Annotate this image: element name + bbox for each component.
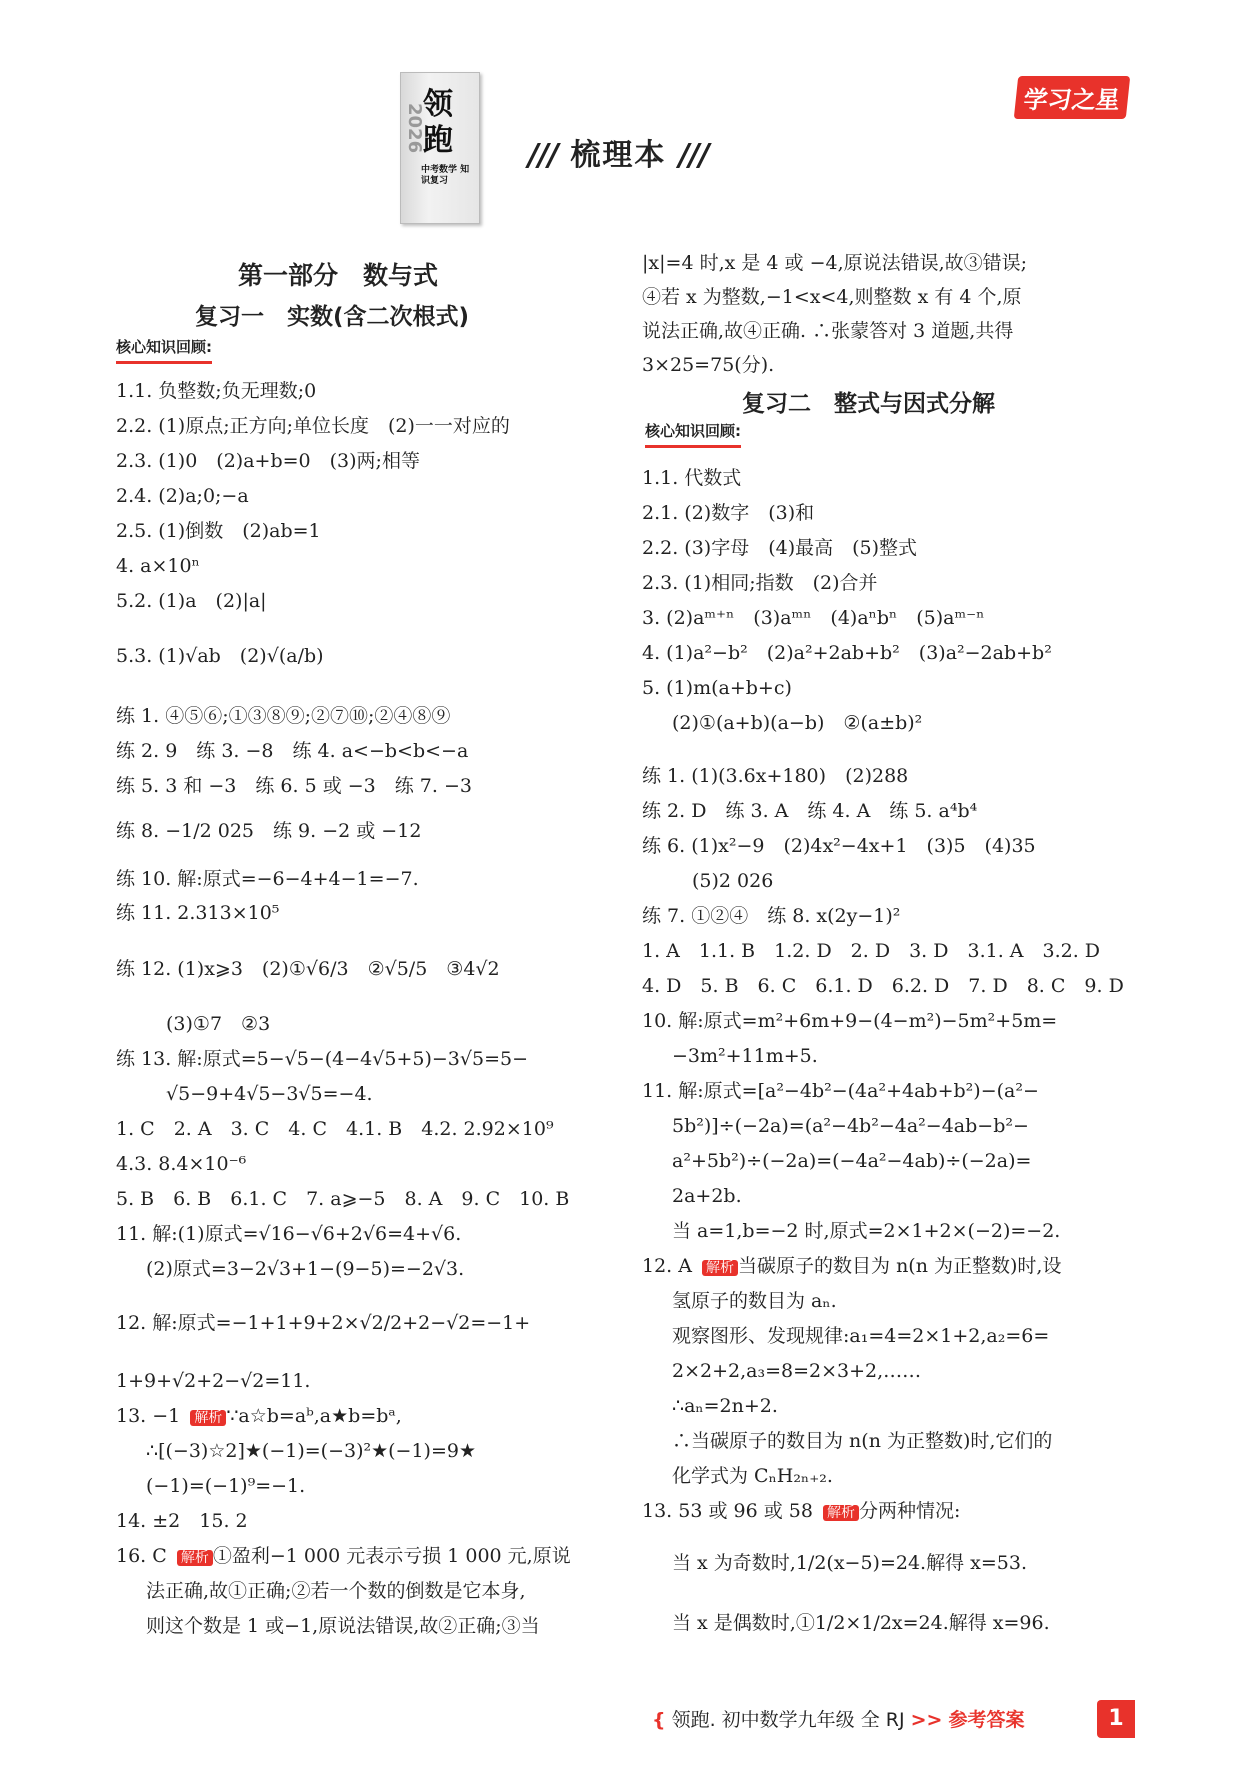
footer-answers-label: 参考答案 — [948, 1709, 1025, 1731]
analysis-badge: 解析 — [190, 1410, 226, 1426]
list-item: √5−9+4√5−3√5=−4. — [166, 1083, 373, 1105]
analysis-badge: 解析 — [177, 1550, 213, 1566]
list-item: 2.4. (2)a;0;−a — [116, 485, 249, 507]
answer-text: ①盈利−1 000 元表示亏损 1 000 元,原说 — [212, 1545, 571, 1567]
knowledge-tag-2: 核心知识回顾: — [645, 420, 741, 448]
list-item — [116, 1403, 402, 1431]
analysis-badge: 解析 — [702, 1260, 738, 1276]
list-item: 练 13. 解:原式=5−√5−(4−4√5+5)−3√5=5− — [116, 1048, 528, 1070]
list-item: ∴当碳原子的数目为 n(n 为正整数)时,它们的 — [672, 1430, 1053, 1452]
footer-bracket-icon: { — [652, 1709, 666, 1731]
list-item: 2×2+2,a₃=8=2×3+2,…… — [672, 1360, 922, 1382]
list-item — [642, 1498, 960, 1526]
list-item: 当 a=1,b=−2 时,原式=2×1+2×(−2)=−2. — [672, 1220, 1061, 1242]
book-title-1: 领 — [423, 87, 453, 122]
answer-text: 13. −1 — [116, 1405, 181, 1427]
list-item: 10. 解:原式=m²+6m+9−(4−m²)−5m²+5m= — [642, 1010, 1058, 1032]
list-item: 3×25=75(分). — [642, 354, 775, 376]
list-item: 练 6. (1)x²−9 (2)4x²−4x+1 (3)5 (4)35 — [642, 835, 1036, 857]
list-item: 氢原子的数目为 aₙ. — [672, 1290, 837, 1312]
review-title-2: 复习二 整式与因式分解 — [742, 391, 995, 417]
list-item: 2.1. (2)数字 (3)和 — [642, 502, 815, 524]
book-title-2: 跑 — [423, 123, 453, 158]
book-cover-image — [400, 72, 480, 224]
page-number: 1 — [1097, 1700, 1135, 1738]
list-item: 2.5. (1)倒数 (2)ab=1 — [116, 520, 321, 542]
list-item: (5)2 026 — [692, 870, 774, 892]
list-item: (2)原式=3−2√3+1−(9−5)=−2√3. — [146, 1258, 465, 1280]
answer-text: 16. C — [116, 1545, 167, 1567]
list-item: ④若 x 为整数,−1<x<4,则整数 x 有 4 个,原 — [642, 286, 1022, 308]
list-item: 5.2. (1)a (2)|a| — [116, 590, 267, 612]
list-item: 1. C 2. A 3. C 4. C 4.1. B 4.2. 2.92×10⁹ — [116, 1118, 554, 1140]
list-item — [642, 1253, 1061, 1281]
list-item: 11. 解:(1)原式=√16−√6+2√6=4+√6. — [116, 1223, 462, 1245]
list-item: 1.1. 代数式 — [642, 467, 742, 489]
list-item: 3. (2)aᵐ⁺ⁿ (3)aᵐⁿ (4)aⁿbⁿ (5)aᵐ⁻ⁿ — [642, 607, 985, 629]
list-item: 练 2. 9 练 3. −8 练 4. a<−b<b<−a — [116, 740, 469, 762]
list-item — [116, 1543, 571, 1571]
list-item: 1. A 1.1. B 1.2. D 2. D 3. D 3.1. A 3.2. D — [642, 940, 1101, 962]
list-item: 练 1. (1)(3.6x+180) (2)288 — [642, 765, 909, 787]
footer-arrows: >> — [910, 1709, 943, 1731]
list-item: ∴aₙ=2n+2. — [672, 1395, 778, 1417]
list-item: 说法正确,故④正确. ∴张蒙答对 3 道题,共得 — [642, 320, 1014, 342]
list-item: 2.3. (1)0 (2)a+b=0 (3)两;相等 — [116, 450, 420, 472]
list-item: 2.2. (1)原点;正方向;单位长度 (2)一一对应的 — [116, 415, 510, 437]
list-item: 11. 解:原式=[a²−4b²−(4a²+4ab+b²)−(a²− — [642, 1080, 1039, 1102]
list-item: 则这个数是 1 或−1,原说法错误,故②正确;③当 — [146, 1615, 540, 1637]
list-item: 化学式为 CₙH₂ₙ₊₂. — [672, 1465, 833, 1487]
list-item: 练 8. −1/2 025 练 9. −2 或 −12 — [116, 820, 422, 842]
footer-bar — [652, 1705, 1025, 1732]
list-item: 4. D 5. B 6. C 6.1. D 6.2. D 7. D 8. C 9. D — [642, 975, 1124, 997]
list-item: 练 11. 2.313×10⁵ — [116, 902, 280, 924]
answer-text: 13. 53 或 96 或 58 — [642, 1500, 813, 1522]
book-year: 2026 — [404, 103, 425, 154]
list-item: 14. ±2 15. 2 — [116, 1510, 248, 1532]
book-subtitle: 中考数学 知识复习 — [421, 165, 470, 186]
answer-text: 12. A — [642, 1255, 692, 1277]
slash-right: /// — [678, 138, 709, 173]
analysis-badge: 解析 — [823, 1505, 859, 1521]
answer-text: ∵a☆b=aᵇ,a★b=bᵃ, — [226, 1405, 402, 1427]
list-item: 4. (1)a²−b² (2)a²+2ab+b² (3)a²−2ab+b² — [642, 642, 1052, 664]
list-item: 练 10. 解:原式=−6−4+4−1=−7. — [116, 868, 419, 890]
list-item: −3m²+11m+5. — [672, 1045, 818, 1067]
list-item: 1.1. 负整数;负无理数;0 — [116, 380, 317, 402]
list-item: 1+9+√2+2−√2=11. — [116, 1370, 311, 1392]
footer-book-name: 领跑. 初中数学九年级 全 RJ — [671, 1709, 905, 1731]
list-item: a²+5b²)÷(−2a)=(−4a²−4ab)÷(−2a)= — [672, 1150, 1032, 1172]
list-item: 练 1. ④⑤⑥;①③⑧⑨;②⑦⑩;②④⑧⑨ — [116, 705, 451, 727]
list-item: |x|=4 时,x 是 4 或 −4,原说法错误,故③错误; — [642, 252, 1028, 274]
list-item: 5b²)]÷(−2a)=(a²−4b²−4a²−4ab−b²− — [672, 1115, 1029, 1137]
list-item: (2)①(a+b)(a−b) ②(a±b)² — [672, 712, 923, 734]
list-item: (3)①7 ②3 — [166, 1013, 271, 1035]
list-item: ∴[(−3)☆2]★(−1)=(−3)²★(−1)=9★ — [146, 1440, 477, 1462]
list-item: 12. 解:原式=−1+1+9+2×√2/2+2−√2=−1+ — [116, 1312, 531, 1334]
part-title: 第一部分 数与式 — [238, 261, 439, 290]
list-item: 5.3. (1)√ab (2)√(a/b) — [116, 645, 324, 667]
list-item: 当 x 是偶数时,①1/2×1/2x=24.解得 x=96. — [672, 1612, 1050, 1634]
knowledge-tag-1: 核心知识回顾: — [116, 336, 212, 364]
list-item: 当 x 为奇数时,1/2(x−5)=24.解得 x=53. — [672, 1552, 1027, 1574]
list-item: 4.3. 8.4×10⁻⁶ — [116, 1153, 247, 1175]
list-item: 法正确,故①正确;②若一个数的倒数是它本身, — [146, 1580, 526, 1602]
page-title-block — [528, 130, 709, 174]
list-item: 练 2. D 练 3. A 练 4. A 练 5. a⁴b⁴ — [642, 800, 978, 822]
page-title: 梳理本 — [570, 138, 667, 173]
list-item: 2a+2b. — [672, 1185, 742, 1207]
list-item: 练 7. ①②④ 练 8. x(2y−1)² — [642, 905, 901, 927]
list-item: 5. (1)m(a+b+c) — [642, 677, 792, 699]
answer-text: 当碳原子的数目为 n(n 为正整数)时,设 — [738, 1255, 1062, 1277]
brand-logo: 学习之星 — [1014, 76, 1131, 119]
list-item: 2.2. (3)字母 (4)最高 (5)整式 — [642, 537, 918, 559]
list-item: 4. a×10ⁿ — [116, 555, 200, 577]
list-item: 练 5. 3 和 −3 练 6. 5 或 −3 练 7. −3 — [116, 775, 472, 797]
list-item: 2.3. (1)相同;指数 (2)合并 — [642, 572, 878, 594]
list-item: 观察图形、发现规律:a₁=4=2×1+2,a₂=6= — [672, 1325, 1050, 1347]
list-item: (−1)=(−1)⁹=−1. — [146, 1475, 306, 1497]
review-title-1: 复习一 实数(含二次根式) — [195, 304, 470, 330]
list-item: 5. B 6. B 6.1. C 7. a⩾−5 8. A 9. C 10. B — [116, 1188, 570, 1210]
slash-left: /// — [528, 138, 558, 173]
list-item: 练 12. (1)x⩾3 (2)①√6/3 ②√5/5 ③4√2 — [116, 958, 500, 980]
answer-text: 分两种情况: — [859, 1500, 961, 1522]
